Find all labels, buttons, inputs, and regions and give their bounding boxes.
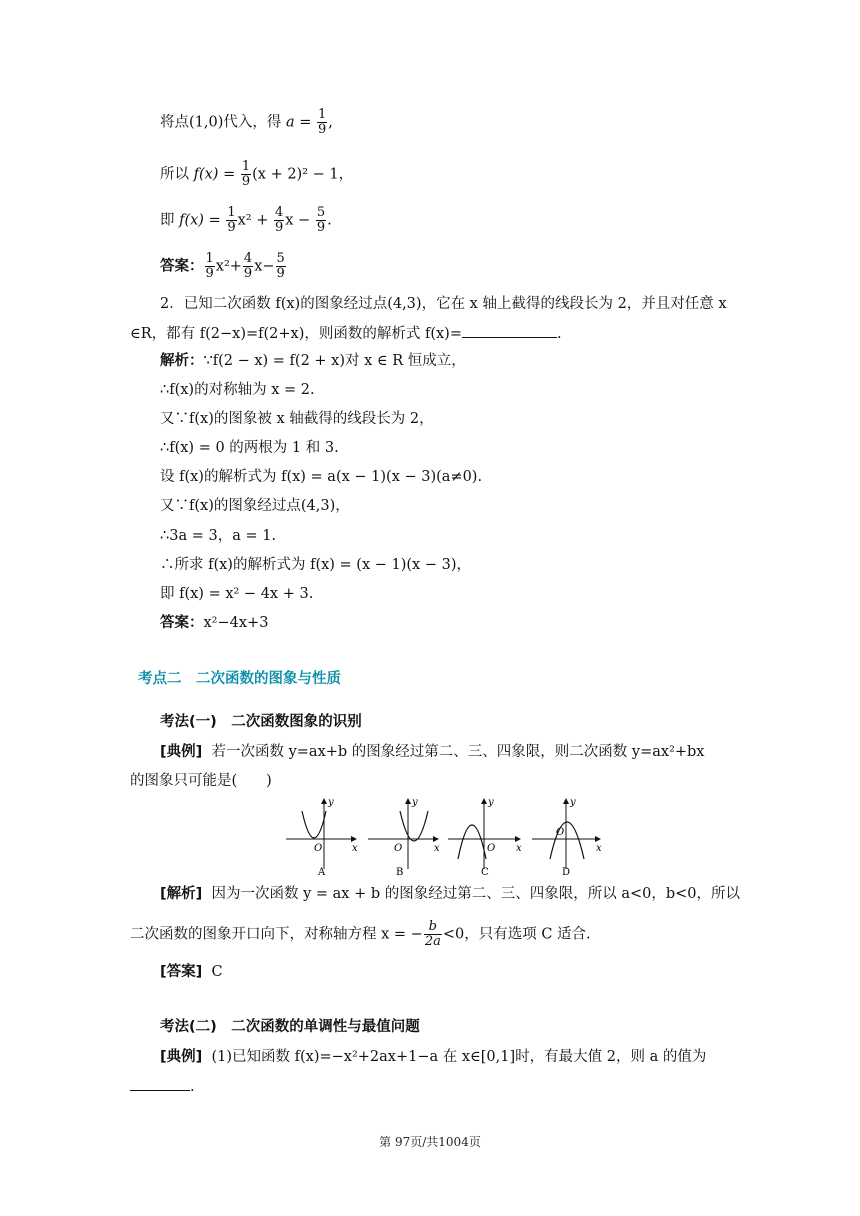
svg-text:y: y [412,797,418,808]
svg-text:y: y [328,797,334,808]
svg-text:x: x [596,843,602,854]
solution-line: ∴所求 f(x)的解析式为 f(x) = (x − 1)(x − 3)， [160,557,471,573]
solution-line: ∴f(x) = 0 的两根为 1 和 3. [160,440,339,456]
step-expanded: 即 f(x) = $\frac{1}{9}$ x² + $\frac{4}{9}$ x − $\frac{5}{9}$ . [160,205,332,235]
svg-text:A: A [318,867,326,877]
answer-line: [答案] C [160,964,223,980]
graph-option-c [448,797,522,877]
method-1-title: 考法(一) 二次函数图象的识别 [160,714,362,730]
example2-line-2: . [130,1076,195,1097]
svg-text:y: y [570,797,576,808]
example2-line-1: [典例] (1)已知函数 f(x)=−x²+2ax+1−a 在 x∈[0,1]时，有最大值 2，则 a 的值为 [160,1049,707,1065]
section-title: 考点二 二次函数的图象与性质 [138,671,341,687]
graph-option-b [368,797,440,877]
svg-text:x: x [434,843,440,854]
svg-text:O: O [394,843,403,854]
analysis-line-2: 二次函数的图象开口向下，对称轴方程 x = − $\frac{b}{2a}$ <0，只有选项 C 适合. [130,919,591,949]
answer-blank [130,1076,190,1091]
solution-line: ∴3a = 3，a = 1. [160,528,277,544]
method-2-title: 考法(二) 二次函数的单调性与最值问题 [160,1019,420,1035]
svg-text:C: C [481,867,489,877]
solution-line: ∴f(x)的对称轴为 x = 2. [160,382,315,398]
graph-option-a [286,797,358,877]
solution-line: 设 f(x)的解析式为 f(x) = a(x − 1)(x − 3)(a≠0). [160,469,483,485]
svg-text:O: O [314,843,323,854]
step-function-form: 所以 f(x) = $\frac{1}{9}$ (x + 2)² − 1， [160,159,354,189]
choice-graphs [282,795,602,877]
fraction: $\frac{1}{9}$ [318,107,327,137]
solution-line: 又∵f(x)的图象经过点(4,3)， [160,498,350,514]
svg-text:y: y [488,797,494,808]
svg-text:O: O [556,827,565,838]
example-line-2: 的图象只可能是( ) [130,773,272,789]
svg-text:D: D [562,867,571,877]
analysis-line-1: [解析] 因为一次函数 y = ax + b 的图象经过第二、三、四象限，所以 a<0，b<0，所以 [160,886,741,902]
problem-2-line-2: ∈R，都有 f(2−x)=f(2+x)，则函数的解析式 f(x)= . [130,323,562,344]
problem-2-line-1: 2．已知二次函数 f(x)的图象经过点(4,3)，它在 x 轴上截得的线段长为 2，并且对任意 x [160,296,727,312]
answer-blank [462,323,557,338]
solution-line: 即 f(x) = x² − 4x + 3. [160,586,314,602]
page-footer: 第 97页/共1004页 [379,1135,481,1149]
answer-2: 答案：x²−4x+3 [160,615,269,631]
answer-1: 答案： $\frac{1}{9}$ x²+ $\frac{4}{9}$ x− $\frac{5}{9}$ [160,251,285,281]
svg-text:x: x [516,843,522,854]
solution-line: 又∵f(x)的图象被 x 轴截得的线段长为 2， [160,411,434,427]
step-substitute: 将点(1,0)代入，得 a = $\frac{1}{9}$ , [160,107,333,137]
solution-line: 解析：∵f(2 − x) = f(2 + x)对 x ∈ R 恒成立， [160,353,466,369]
svg-text:x: x [352,843,358,854]
example-line-1: [典例] 若一次函数 y=ax+b 的图象经过第二、三、四象限，则二次函数 y=ax²+bx [160,744,705,760]
svg-text:O: O [487,843,496,854]
svg-text:B: B [396,867,404,877]
fraction: $\frac{1}{9}$ [241,159,251,189]
graph-option-d [532,797,602,877]
